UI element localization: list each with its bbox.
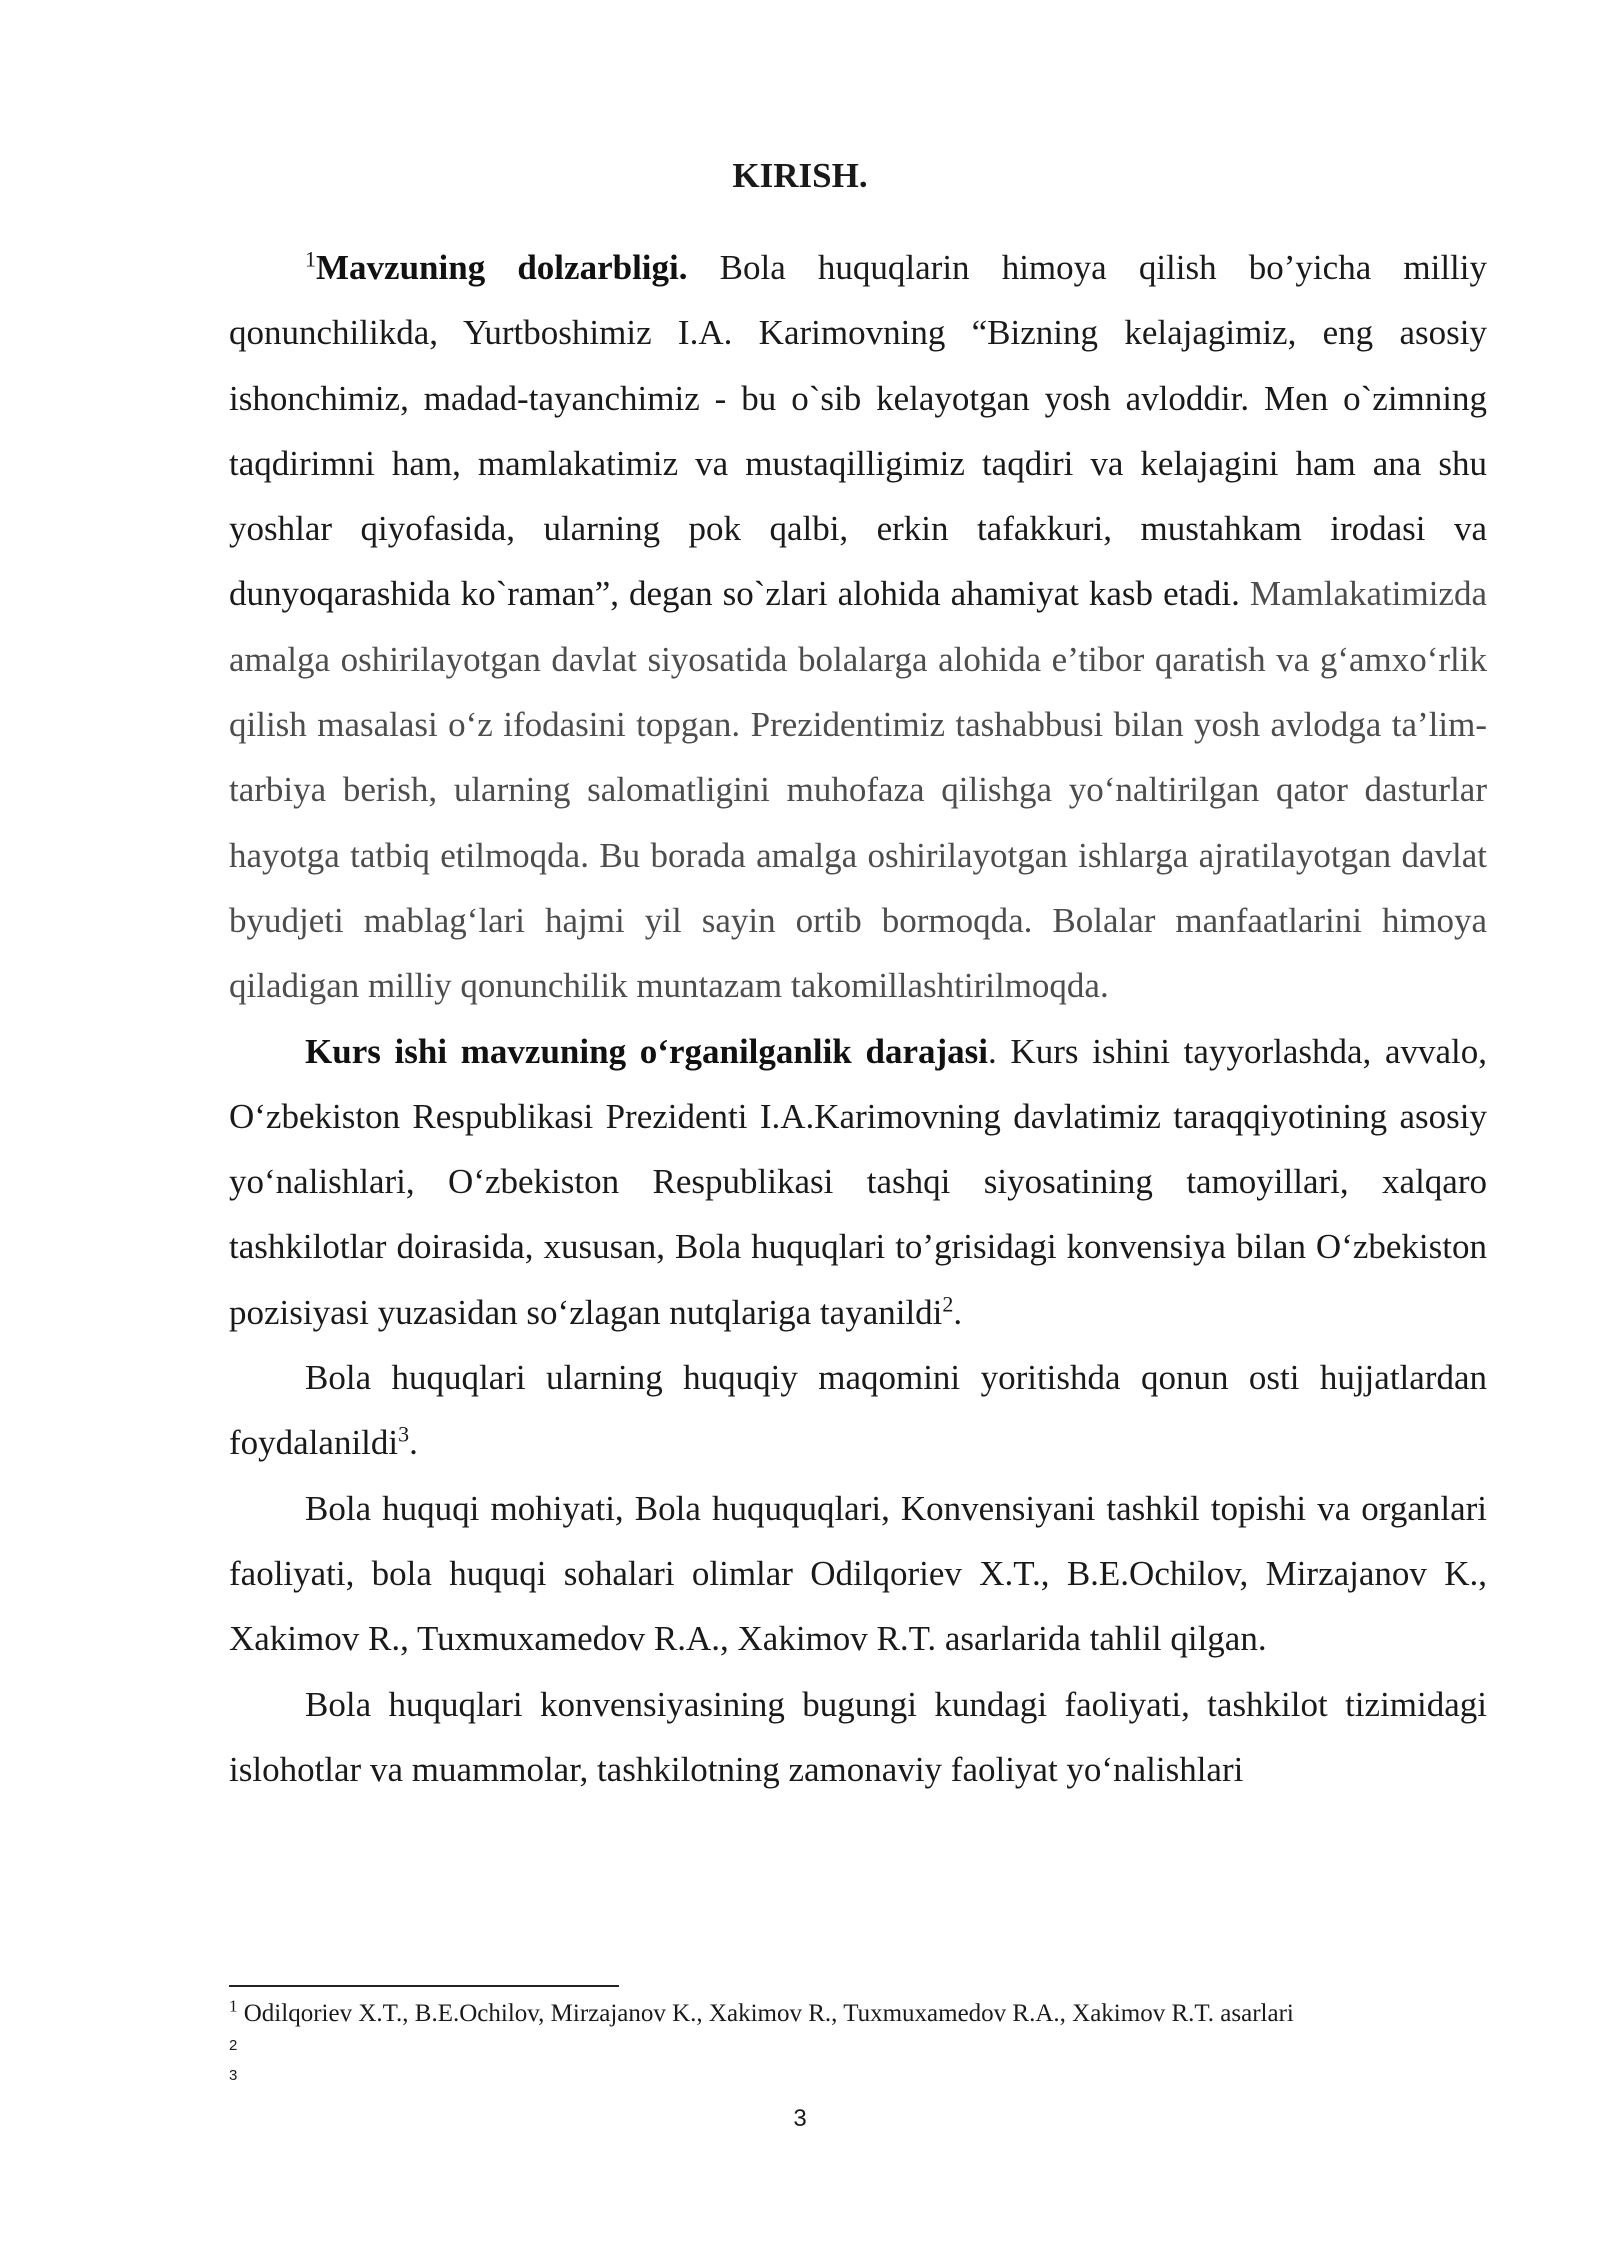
footnote-2	[229, 2031, 1487, 2061]
footnote-3	[229, 2061, 1487, 2091]
paragraph-scholars	[229, 1476, 1487, 1672]
paragraph-sources	[229, 1345, 1487, 1476]
paragraph-study-level	[229, 1019, 1487, 1345]
relevance-heading: Mavzuning dolzarbligi.	[316, 248, 688, 287]
paragraph-text: Bola huquqlari ularning huquqiy maqomini yoritishda qonun osti hujjatlardan foydalanildi	[229, 1358, 1487, 1463]
page-number: 3	[793, 2105, 807, 2132]
footnote-separator	[229, 1985, 619, 1987]
footnote-ref-2[interactable]: 2	[942, 1291, 954, 1317]
footnotes	[229, 1997, 1487, 2091]
paragraph-text: Bola huquqi mohiyati, Bola huququqlari, Konvensiyani tashkil topishi va organlari faoliyati, bola huquqi sohalari olimlar Odilqoriev X.T., B.E.Ochilov, Mirzajanov K., Xakimov R., Tuxmuxamedov R.A., Xakimov R.T. asarlarida tahlil qilgan.	[229, 1488, 1487, 1659]
paragraph-text: Bola huquqlari konvensiyasining bugungi kundagi faoliyati, tashkilot tizimidagi islohotlar va muammolar, tashkilotning zamonaviy faoliyat yo‘nalishlari	[229, 1684, 1487, 1789]
paragraph-end: .	[409, 1423, 418, 1463]
footnote-number: 2	[229, 2037, 238, 2054]
footnote-number: 1	[229, 1996, 238, 2016]
paragraph-text: . Kurs ishini tayyorlashda, avvalo, O‘zbekiston Respublikasi Prezidenti I.A.Karimovning davlatimiz taraqqiyotining asosiy yo‘nalishlari, O‘zbekiston Respublikasi tashqi siyosatining tamoyillari, xalqaro tashkilotlar doirasida, xususan, Bola huquqlari to’grisidagi konvensiya bilan O‘zbekiston pozisiyasi yuzasidan so‘zlagan nutqlariga tayanildi	[229, 1031, 1488, 1332]
footnote-number: 3	[229, 2067, 238, 2084]
footnote-ref-3[interactable]: 3	[398, 1421, 410, 1447]
study-level-heading: Kurs ishi mavzuning o‘rganilganlik darajasi	[305, 1031, 988, 1071]
footnote-ref-1[interactable]: 1	[305, 246, 316, 272]
paragraph-text-grey: Mamlakatimizda amalga oshirilayotgan davlat siyosatida bolalarga alohida e’tibor qaratish va g‘amxo‘rlik qilish masalasi o‘z ifodasini topgan. Prezidentimiz tashabbusi bilan yosh avlodga ta’lim-tarbiya berish, ularning salomatligini muhofaza qilishga yo‘naltirilgan qator dasturlar hayotga tatbiq etilmoqda. Bu borada amalga oshirilayotgan ishlarga ajratilayotgan davlat byudjeti mablag‘lari hajmi yil sayin ortib bormoqda. Bolalar manfaatlarini himoya qiladigan milliy qonunchilik muntazam takomillashtirilmoqda.	[229, 574, 1487, 1006]
paragraph-text: Bola huquqlarin himoya qilish bo’yicha milliy qonunchilikda, Yurtboshimiz I.A. Karimovning “Bizning kelajagimiz, eng asosiy ishonchimiz, madad-tayanchimiz - bu o`sib kelayotgan yosh avloddir. Men o`zimning taqdirimni ham, mamlakatimiz va mustaqilligimiz taqdiri va kelajagini ham ana shu yoshlar qiyofasida, ularning pok qalbi, erkin tafakkuri, mustahkam irodasi va dunyoqarashida ko`raman”, degan so`zlari alohida ahamiyat kasb etadi.	[229, 248, 1487, 614]
paragraph-relevance	[229, 235, 1487, 1019]
paragraph-convention	[229, 1672, 1487, 1803]
footnote-1	[229, 1997, 1487, 2031]
section-heading: KIRISH.	[732, 156, 868, 195]
paragraph-end: .	[953, 1292, 963, 1332]
body-text	[229, 235, 1487, 1802]
footnote-text: Odilqoriev X.T., B.E.Ochilov, Mirzajanov K., Xakimov R., Tuxmuxamedov R.A., Xakimov R.T. asarlari	[237, 2000, 1294, 2027]
